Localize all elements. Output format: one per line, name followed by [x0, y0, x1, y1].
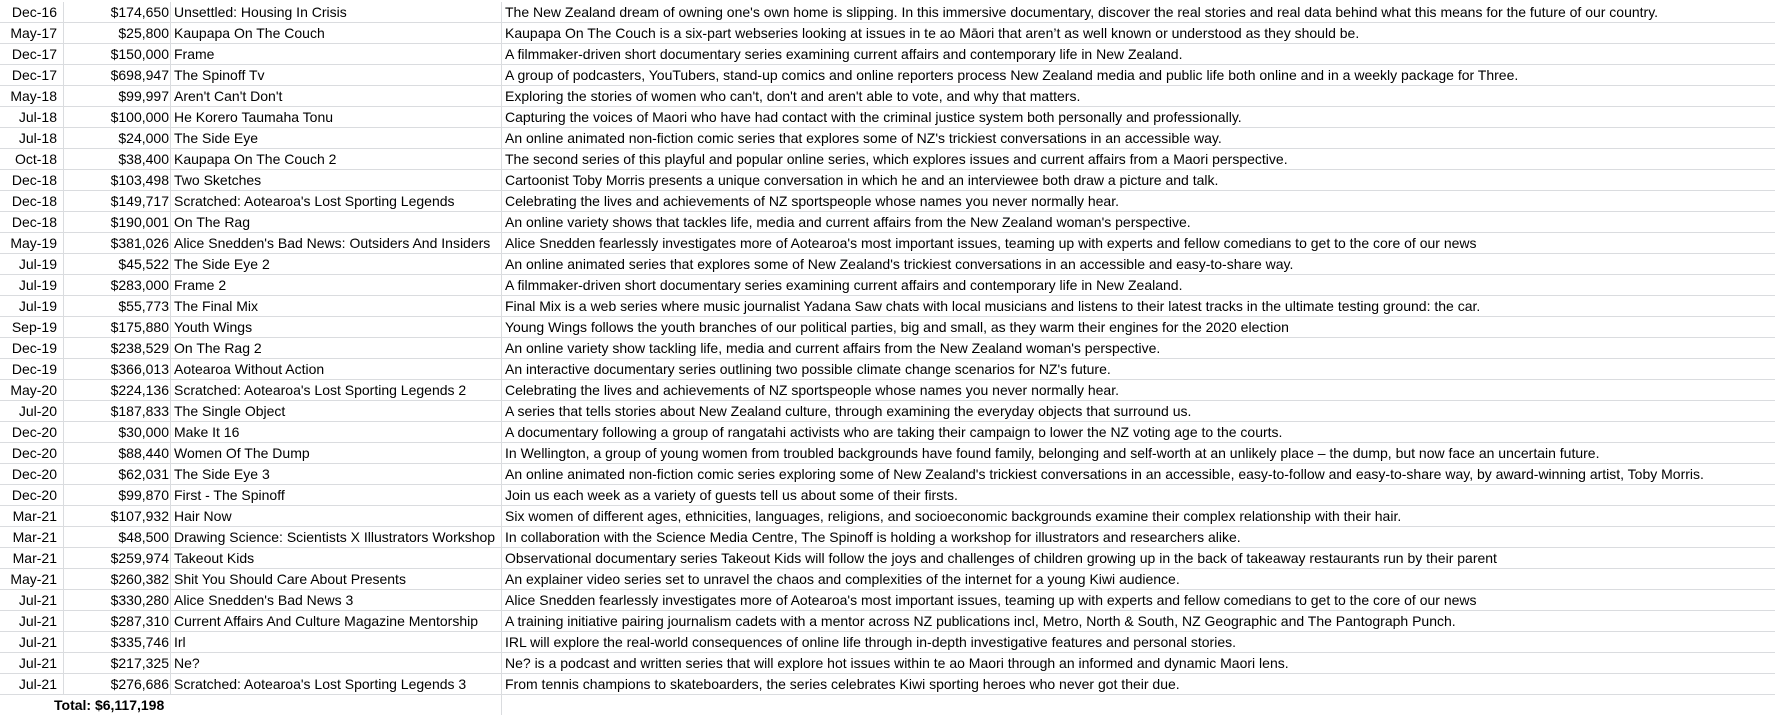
date-cell[interactable]: Jul-19 [0, 296, 64, 316]
description-cell[interactable]: Celebrating the lives and achievements of NZ sportspeople whose names you never normally hear. [505, 193, 1119, 209]
description-cell[interactable]: An online animated non-fiction comic series that explores some of NZ's trickiest conversations in an accessible way. [505, 130, 1222, 146]
description-cell[interactable]: Capturing the voices of Maori who have had contact with the criminal justice system both personally and professionally. [505, 109, 1242, 125]
table-row [0, 674, 1775, 695]
amount-cell[interactable]: $187,833 [64, 401, 171, 421]
date-cell[interactable]: Jul-19 [0, 254, 64, 274]
date-cell[interactable]: Mar-21 [0, 527, 64, 547]
project-name-cell[interactable]: The Side Eye 2 [171, 254, 502, 274]
description-cell[interactable]: An explainer video series set to unravel the chaos and complexities of the internet for a young Kiwi audience. [505, 571, 1180, 587]
table-row [0, 65, 1775, 86]
description-cell[interactable]: Observational documentary series Takeout Kids will follow the joys and challenges of children growing up in the back of takeaway restaurants run by their parent [505, 550, 1497, 566]
table-row [0, 506, 1775, 527]
description-cell[interactable]: A training initiative pairing journalism cadets with a mentor across NZ publications incl, Metro, North & South, NZ Geographic and The Pantograph Punch. [505, 613, 1456, 629]
date-cell[interactable]: May-17 [0, 23, 64, 43]
description-cell[interactable]: In Wellington, a group of young women from troubled backgrounds have found family, belonging and self-worth at an unlikely place – the dump, but now face an uncertain future. [505, 445, 1600, 461]
date-cell[interactable]: Dec-17 [0, 44, 64, 64]
table-row [0, 254, 1775, 275]
date-cell[interactable]: Jul-21 [0, 590, 64, 610]
project-name-cell[interactable]: Frame [171, 44, 502, 64]
amount-cell[interactable]: $99,870 [64, 485, 171, 505]
amount-cell[interactable]: $260,382 [64, 569, 171, 589]
description-cell[interactable]: Join us each week as a variety of guests tell us about some of their firsts. [505, 487, 958, 503]
table-row [0, 611, 1775, 632]
date-cell[interactable]: Dec-20 [0, 464, 64, 484]
date-cell[interactable]: Mar-21 [0, 506, 64, 526]
project-name-cell[interactable]: Scratched: Aotearoa's Lost Sporting Legends [171, 191, 502, 211]
project-name-cell[interactable]: Current Affairs And Culture Magazine Mentorship [171, 611, 502, 631]
amount-cell[interactable]: $698,947 [64, 65, 171, 85]
description-cell[interactable]: An online animated non-fiction comic series exploring some of New Zealand's trickiest conversations in an accessible, easy-to-follow and easy-to-share way, by award-winning artist, Toby Morris. [505, 466, 1704, 482]
date-cell[interactable]: Dec-16 [0, 2, 64, 22]
date-cell[interactable]: Dec-18 [0, 170, 64, 190]
date-cell[interactable]: Dec-20 [0, 485, 64, 505]
date-cell[interactable]: Oct-18 [0, 149, 64, 169]
table-row [0, 212, 1775, 233]
description-cell[interactable]: IRL will explore the real-world consequences of online life through in-depth investigative features and personal stories. [505, 634, 1237, 650]
description-cell[interactable]: Six women of different ages, ethnicities, languages, religions, and socioeconomic backgrounds examine their complex relationship with their hair. [505, 508, 1402, 524]
empty-cell[interactable] [171, 695, 502, 715]
project-name-cell[interactable]: Alice Snedden's Bad News 3 [171, 590, 502, 610]
total-row [0, 695, 1775, 716]
amount-cell[interactable]: $259,974 [64, 548, 171, 568]
description-cell[interactable]: A filmmaker-driven short documentary series examining current affairs and contemporary life in New Zealand. [505, 277, 1183, 293]
amount-cell[interactable]: $217,325 [64, 653, 171, 673]
description-cell[interactable]: An online variety shows that tackles life, media and current affairs from the New Zealand woman's perspective. [505, 214, 1191, 230]
project-name-cell[interactable]: Aren't Can't Don't [171, 86, 502, 106]
table-row [0, 569, 1775, 590]
amount-cell[interactable]: $330,280 [64, 590, 171, 610]
date-cell[interactable]: Jul-20 [0, 401, 64, 421]
date-cell[interactable]: Dec-19 [0, 338, 64, 358]
table-row [0, 590, 1775, 611]
amount-cell[interactable]: $224,136 [64, 380, 171, 400]
amount-cell[interactable]: $287,310 [64, 611, 171, 631]
date-cell[interactable]: May-18 [0, 86, 64, 106]
description-cell[interactable]: From tennis champions to skateboarders, the series celebrates Kiwi sporting heroes who never got their due. [505, 676, 1180, 692]
description-cell[interactable]: The New Zealand dream of owning one's own home is slipping. In this immersive documentary, discover the real stories and real data behind what this means for the future of our country. [505, 4, 1659, 20]
project-name-cell[interactable]: Alice Snedden's Bad News: Outsiders And Insiders [171, 233, 502, 253]
table-row [0, 296, 1775, 317]
project-name-cell[interactable]: On The Rag [171, 212, 502, 232]
table-row [0, 191, 1775, 212]
table-row [0, 338, 1775, 359]
project-name-cell[interactable]: On The Rag 2 [171, 338, 502, 358]
table-row [0, 275, 1775, 296]
description-cell[interactable]: Young Wings follows the youth branches of our political parties, big and small, as they warm their engines for the 2020 election [505, 319, 1289, 335]
date-cell[interactable]: Dec-20 [0, 422, 64, 442]
table-row [0, 128, 1775, 149]
total-cell[interactable]: Total: $6,117,198 [54, 697, 165, 713]
date-cell[interactable]: Jul-21 [0, 674, 64, 694]
project-name-cell[interactable]: The Single Object [171, 401, 502, 421]
date-cell[interactable]: Mar-21 [0, 548, 64, 568]
table-row [0, 380, 1775, 401]
amount-cell[interactable]: $99,997 [64, 86, 171, 106]
table-row [0, 548, 1775, 569]
project-name-cell[interactable]: Aotearoa Without Action [171, 359, 502, 379]
description-cell[interactable]: Kaupapa On The Couch is a six-part webseries looking at issues in te ao Māori that aren’t as well known or understood as they should be. [505, 25, 1360, 41]
date-cell[interactable]: Dec-18 [0, 191, 64, 211]
table-row [0, 422, 1775, 443]
project-name-cell[interactable]: Ne? [171, 653, 502, 673]
amount-cell[interactable]: $25,800 [64, 23, 171, 43]
project-name-cell[interactable]: The Final Mix [171, 296, 502, 316]
date-cell[interactable]: Jul-18 [0, 107, 64, 127]
project-name-cell[interactable]: He Korero Taumaha Tonu [171, 107, 502, 127]
table-row [0, 2, 1775, 23]
amount-cell[interactable]: $381,026 [64, 233, 171, 253]
project-name-cell[interactable]: Kaupapa On The Couch [171, 23, 502, 43]
project-name-cell[interactable]: Takeout Kids [171, 548, 502, 568]
amount-cell[interactable]: $30,000 [64, 422, 171, 442]
amount-cell[interactable]: $24,000 [64, 128, 171, 148]
table-row [0, 653, 1775, 674]
amount-cell[interactable]: $45,522 [64, 254, 171, 274]
amount-cell[interactable]: $103,498 [64, 170, 171, 190]
table-row [0, 527, 1775, 548]
description-cell[interactable]: A filmmaker-driven short documentary series examining current affairs and contemporary life in New Zealand. [505, 46, 1183, 62]
project-name-cell[interactable]: Scratched: Aotearoa's Lost Sporting Legends 3 [171, 674, 502, 694]
date-cell[interactable]: Jul-21 [0, 653, 64, 673]
amount-cell[interactable]: $55,773 [64, 296, 171, 316]
project-name-cell[interactable]: The Side Eye 3 [171, 464, 502, 484]
date-cell[interactable]: May-19 [0, 233, 64, 253]
date-cell[interactable]: Dec-20 [0, 443, 64, 463]
date-cell[interactable]: May-21 [0, 569, 64, 589]
table-row [0, 233, 1775, 254]
amount-cell[interactable]: $283,000 [64, 275, 171, 295]
table-row [0, 464, 1775, 485]
date-cell[interactable]: Jul-19 [0, 275, 64, 295]
date-cell[interactable]: Jul-18 [0, 128, 64, 148]
description-cell[interactable]: A series that tells stories about New Zealand culture, through examining the everyday objects that surround us. [505, 403, 1192, 419]
amount-cell[interactable]: $174,650 [64, 2, 171, 22]
description-cell[interactable]: Alice Snedden fearlessly investigates more of Aotearoa's most important issues, teaming up with experts and fellow comedians to get to the core of our news [505, 592, 1477, 608]
description-cell[interactable]: An online animated series that explores some of New Zealand's trickiest conversations in an accessible and easy-to-share way. [505, 256, 1294, 272]
table-row [0, 170, 1775, 191]
description-cell[interactable]: Final Mix is a web series where music journalist Yadana Saw chats with local musicians and listens to their latest tracks in the ultimate testing ground: the car. [505, 298, 1481, 314]
empty-cell[interactable] [64, 695, 171, 715]
table-row [0, 23, 1775, 44]
amount-cell[interactable]: $276,686 [64, 674, 171, 694]
description-cell[interactable]: A group of podcasters, YouTubers, stand-up comics and online reporters process New Zealand media and public life both online and in a weekly package for Three. [505, 67, 1519, 83]
amount-cell[interactable]: $238,529 [64, 338, 171, 358]
description-cell[interactable]: Celebrating the lives and achievements of NZ sportspeople whose names you never normally hear. [505, 382, 1119, 398]
amount-cell[interactable]: $107,932 [64, 506, 171, 526]
amount-cell[interactable]: $366,013 [64, 359, 171, 379]
amount-cell[interactable]: $100,000 [64, 107, 171, 127]
amount-cell[interactable]: $149,717 [64, 191, 171, 211]
project-name-cell[interactable]: Frame 2 [171, 275, 502, 295]
description-cell[interactable]: The second series of this playful and popular online series, which explores issues and current affairs from a Maori perspective. [505, 151, 1288, 167]
description-cell[interactable]: Ne? is a podcast and written series that will explore hot issues within te ao Maori through an informed and dynamic Maori lens. [505, 655, 1289, 671]
table-row [0, 149, 1775, 170]
description-cell[interactable]: An interactive documentary series outlining two possible climate change scenarios for NZ's future. [505, 361, 1111, 377]
amount-cell[interactable]: $175,880 [64, 317, 171, 337]
project-name-cell[interactable]: Irl [171, 632, 502, 652]
table-row [0, 632, 1775, 653]
project-name-cell[interactable]: Youth Wings [171, 317, 502, 337]
project-name-cell[interactable]: Scratched: Aotearoa's Lost Sporting Legends 2 [171, 380, 502, 400]
date-cell[interactable]: May-20 [0, 380, 64, 400]
table-row [0, 485, 1775, 506]
date-cell[interactable]: Jul-21 [0, 632, 64, 652]
project-name-cell[interactable]: The Spinoff Tv [171, 65, 502, 85]
date-cell[interactable]: Dec-17 [0, 65, 64, 85]
description-cell[interactable]: A documentary following a group of rangatahi activists who are taking their campaign to lower the NZ voting age to the courts. [505, 424, 1283, 440]
project-name-cell[interactable]: Make It 16 [171, 422, 502, 442]
project-name-cell[interactable]: Hair Now [171, 506, 502, 526]
amount-cell[interactable]: $190,001 [64, 212, 171, 232]
project-name-cell[interactable]: Two Sketches [171, 170, 502, 190]
project-name-cell[interactable]: Drawing Science: Scientists X Illustrators Workshop [171, 527, 502, 547]
table-row [0, 401, 1775, 422]
table-row [0, 317, 1775, 338]
amount-cell[interactable]: $150,000 [64, 44, 171, 64]
amount-cell[interactable]: $62,031 [64, 464, 171, 484]
date-cell[interactable]: Sep-19 [0, 317, 64, 337]
project-name-cell[interactable]: First - The Spinoff [171, 485, 502, 505]
table-row [0, 86, 1775, 107]
project-name-cell[interactable]: Unsettled: Housing In Crisis [171, 2, 502, 22]
amount-cell[interactable]: $48,500 [64, 527, 171, 547]
description-cell[interactable]: Alice Snedden fearlessly investigates more of Aotearoa's most important issues, teaming up with experts and fellow comedians to get to the core of our news [505, 235, 1477, 251]
amount-cell[interactable]: $88,440 [64, 443, 171, 463]
description-cell[interactable]: Exploring the stories of women who can't, don't and aren't able to vote, and why that matters. [505, 88, 1081, 104]
amount-cell[interactable]: $335,746 [64, 632, 171, 652]
project-name-cell[interactable]: The Side Eye [171, 128, 502, 148]
description-cell[interactable]: An online variety show tackling life, media and current affairs from the New Zealand woman's perspective. [505, 340, 1161, 356]
description-cell[interactable]: In collaboration with the Science Media Centre, The Spinoff is holding a workshop for illustrators and researchers alike. [505, 529, 1241, 545]
date-cell[interactable]: Dec-19 [0, 359, 64, 379]
project-name-cell[interactable]: Kaupapa On The Couch 2 [171, 149, 502, 169]
description-cell[interactable]: Cartoonist Toby Morris presents a unique conversation in which he and an interviewee both draw a picture and talk. [505, 172, 1219, 188]
table-row [0, 107, 1775, 128]
date-cell[interactable]: Jul-21 [0, 611, 64, 631]
table-row [0, 443, 1775, 464]
date-cell[interactable]: Dec-18 [0, 212, 64, 232]
table-row [0, 359, 1775, 380]
table-row [0, 44, 1775, 65]
project-name-cell[interactable]: Women Of The Dump [171, 443, 502, 463]
amount-cell[interactable]: $38,400 [64, 149, 171, 169]
project-name-cell[interactable]: Shit You Should Care About Presents [171, 569, 502, 589]
